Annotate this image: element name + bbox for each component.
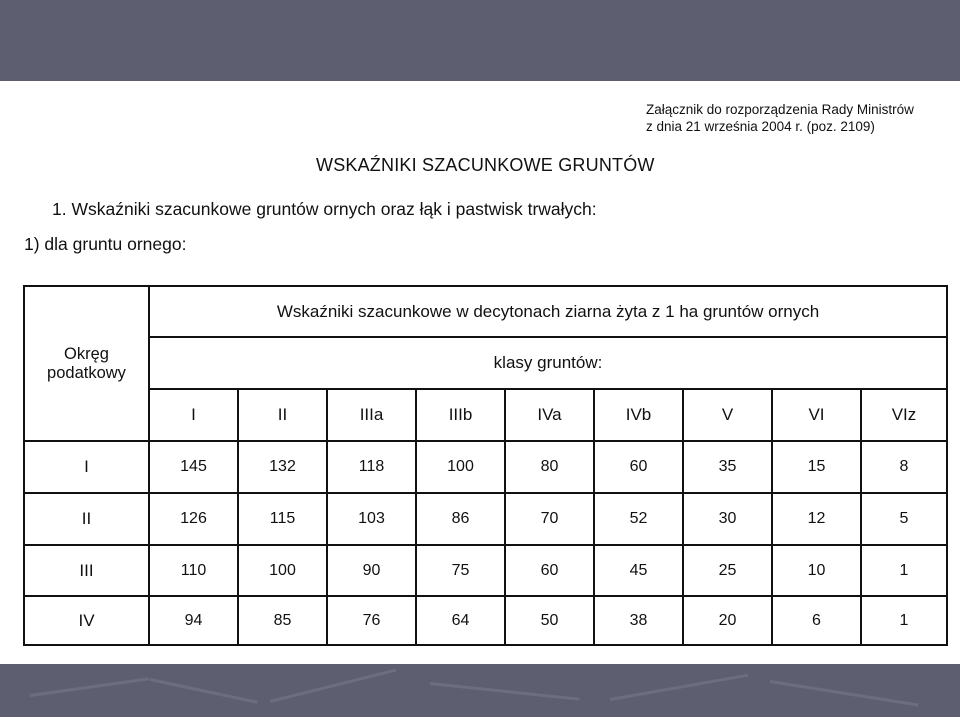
class-header-row xyxy=(24,389,947,441)
table-sub-header: klasy gruntów: xyxy=(149,337,947,389)
value-cell: 20 xyxy=(683,596,772,645)
value-cell: 45 xyxy=(594,545,683,596)
class-header: IVb xyxy=(594,389,683,441)
class-header: II xyxy=(238,389,327,441)
footer-decoration xyxy=(150,678,258,704)
value-cell: 8 xyxy=(861,441,947,493)
district-cell: II xyxy=(24,493,149,545)
value-cell: 30 xyxy=(683,493,772,545)
soil-index-table xyxy=(23,285,948,646)
value-cell: 85 xyxy=(238,596,327,645)
value-cell: 35 xyxy=(683,441,772,493)
value-cell: 10 xyxy=(772,545,861,596)
value-cell: 25 xyxy=(683,545,772,596)
value-cell: 90 xyxy=(327,545,416,596)
slide-header-bar xyxy=(0,0,960,81)
table-main-header: Wskaźniki szacunkowe w decytonach ziarna żyta z 1 ha gruntów ornych xyxy=(149,286,947,337)
class-header: I xyxy=(149,389,238,441)
class-header: IVa xyxy=(505,389,594,441)
value-cell: 50 xyxy=(505,596,594,645)
attachment-note-line2: z dnia 21 września 2004 r. (poz. 2109) xyxy=(646,119,875,134)
value-cell: 103 xyxy=(327,493,416,545)
table-row xyxy=(24,441,947,493)
footer-decoration xyxy=(770,680,919,706)
value-cell: 118 xyxy=(327,441,416,493)
value-cell: 94 xyxy=(149,596,238,645)
table-row xyxy=(24,596,947,645)
attachment-note xyxy=(646,101,956,135)
value-cell: 38 xyxy=(594,596,683,645)
value-cell: 76 xyxy=(327,596,416,645)
value-cell: 132 xyxy=(238,441,327,493)
value-cell: 100 xyxy=(416,441,505,493)
district-cell: I xyxy=(24,441,149,493)
section-heading: 1. Wskaźniki szacunkowe gruntów ornych oraz łąk i pastwisk trwałych: xyxy=(52,199,597,219)
district-cell: III xyxy=(24,545,149,596)
value-cell: 6 xyxy=(772,596,861,645)
class-header: VIz xyxy=(861,389,947,441)
value-cell: 70 xyxy=(505,493,594,545)
value-cell: 145 xyxy=(149,441,238,493)
attachment-note-line1: Załącznik do rozporządzenia Rady Ministrów xyxy=(646,102,914,117)
value-cell: 60 xyxy=(505,545,594,596)
document-title: WSKAŹNIKI SZACUNKOWE GRUNTÓW xyxy=(316,155,655,175)
class-header: V xyxy=(683,389,772,441)
value-cell: 86 xyxy=(416,493,505,545)
class-header: IIIb xyxy=(416,389,505,441)
table-row xyxy=(24,545,947,596)
value-cell: 15 xyxy=(772,441,861,493)
class-header: IIIa xyxy=(327,389,416,441)
value-cell: 1 xyxy=(861,596,947,645)
footer-decoration xyxy=(30,677,149,697)
footer-decoration xyxy=(610,674,748,701)
footer-decoration xyxy=(270,669,397,703)
value-cell: 52 xyxy=(594,493,683,545)
value-cell: 1 xyxy=(861,545,947,596)
footer-decoration xyxy=(430,682,579,701)
value-cell: 80 xyxy=(505,441,594,493)
district-header-cell xyxy=(24,286,149,441)
value-cell: 115 xyxy=(238,493,327,545)
value-cell: 60 xyxy=(594,441,683,493)
subsection-heading: 1) dla gruntu ornego: xyxy=(24,234,187,254)
value-cell: 126 xyxy=(149,493,238,545)
table-row xyxy=(24,493,947,545)
value-cell: 64 xyxy=(416,596,505,645)
value-cell: 5 xyxy=(861,493,947,545)
district-header-line1: Okręg xyxy=(64,344,109,363)
value-cell: 110 xyxy=(149,545,238,596)
district-cell: IV xyxy=(24,596,149,645)
value-cell: 12 xyxy=(772,493,861,545)
value-cell: 100 xyxy=(238,545,327,596)
class-header: VI xyxy=(772,389,861,441)
district-header-line2: podatkowy xyxy=(47,363,126,382)
slide-footer-bar xyxy=(0,664,960,717)
value-cell: 75 xyxy=(416,545,505,596)
